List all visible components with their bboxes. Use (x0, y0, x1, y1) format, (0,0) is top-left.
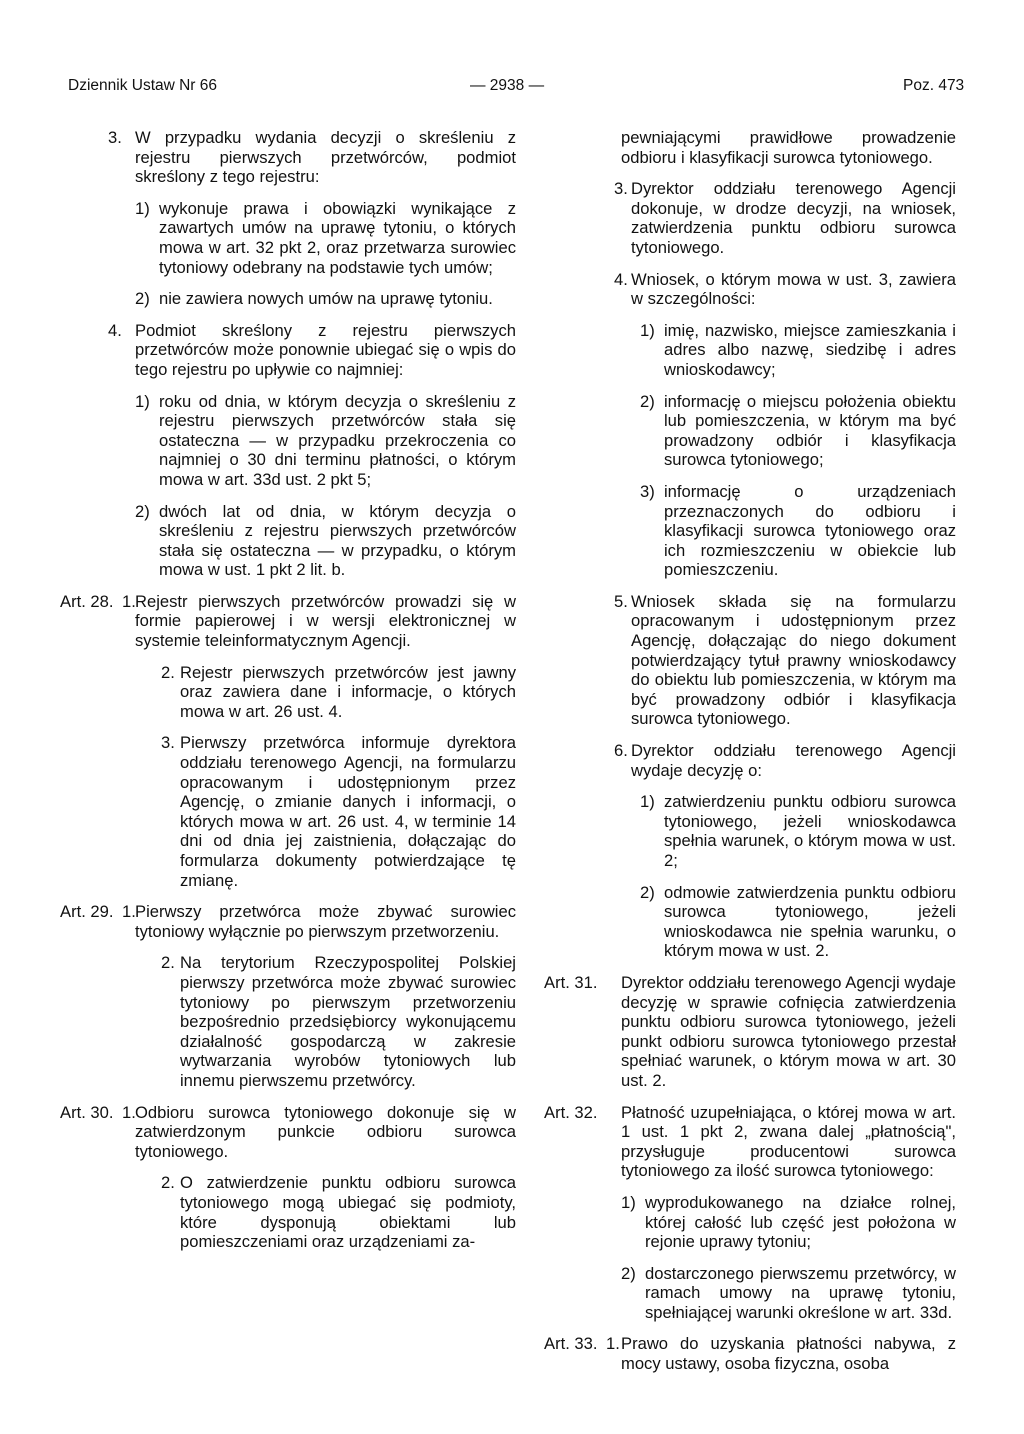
paragraph-text: Podmiot skreślony z rejestru pierwszych przetwórców może ponownie ubiegać się o wpis do tego rejestru po upływie co najmniej: (135, 320, 516, 379)
article-subnumber: 1. (122, 902, 136, 922)
list-item-number: 2) (640, 882, 655, 902)
paragraph-number: 3. (108, 128, 122, 147)
list-item-number: 1) (135, 198, 150, 218)
paragraph-number: 4. (108, 320, 122, 340)
article-text: Dyrektor oddziału terenowego Agencji wydaje decyzję w sprawie cofnięcia zatwierdzenia punktu odbioru surowca tytoniowego, jeżeli punkt odbioru surowca tytoniowego przestał spełniać warunek, o którym mowa w art. 30 ust. 2. (621, 972, 956, 1090)
article-subnumber: 2. (161, 953, 175, 973)
article-paragraph (161, 663, 516, 722)
article-text: Prawo do uzyskania płatności nabywa, z mocy ustawy, osoba fizyczna, osoba (621, 1334, 956, 1374)
list-item-text: wyprodukowanego na działce rolnej, której całość lub część jest położona w rejonie uprawy tytoniu; (645, 1192, 956, 1252)
page-header (0, 76, 1024, 96)
list-item (640, 321, 956, 380)
list-item-text: wykonuje prawa i obowiązki wynikające z zawartych umów na uprawę tytoniu, o których mowa w art. 32 pkt 2, oraz przetwarza surowiec tytoniowy odebrany na podstawie tych umów; (159, 198, 516, 277)
article-subnumber: 2. (161, 1173, 175, 1193)
article-text: Płatność uzupełniająca, o której mowa w art. 1 ust. 1 pkt 2, zwana dalej „płatnością", przysługuje producentowi surowca tytoniowego za ilość surowca tytoniowego: (621, 1102, 956, 1181)
article-text: Pierwszy przetwórca może zbywać surowiec tytoniowy wyłącznie po pierwszym przetworzeniu. (135, 902, 516, 941)
list-item (640, 792, 956, 870)
article-text: Pierwszy przetwórca informuje dyrektora oddziału terenowego Agencji, na formularzu opracowanym i udostępnionym przez Agencję, o zmianie danych i informacji, o których mowa w art. 26 ust. 4, w terminie 14 dni od dnia jej zaistnienia, dołączając do formularza dokumenty potwierdzające tę zmianę. (180, 733, 516, 890)
article-number: Art. 33. (544, 1334, 598, 1354)
article-text: Na terytorium Rzeczypospolitej Polskiej pierwszy przetwórca może zbywać surowiec tytoniowy po pierwszym przetworzeniu bezpośrednio przedsiębiorcy wykonującemu działalność gospodarczą w zakresie wytwarzania wyrobów tytoniowych lub innemu pierwszemu przetwórcy. (180, 953, 516, 1090)
article-paragraph (161, 1173, 516, 1251)
article-paragraph (161, 953, 516, 1090)
paragraph-text: Wniosek, o którym mowa w ust. 3, zawiera w szczególności: (631, 269, 956, 309)
article-text: O zatwierdzenie punktu odbioru surowca tytoniowego mogą ubiegać się podmioty, które dysponują obiektami lub pomieszczeniami oraz urządzeniami za- (180, 1173, 516, 1252)
list-item (135, 199, 516, 277)
page-number: — 2938 — (470, 77, 545, 94)
list-item (621, 1193, 956, 1252)
list-item-number: 1) (135, 391, 150, 411)
article-subnumber: 1. (122, 591, 136, 611)
list-item-number: 2) (135, 501, 150, 521)
article-subnumber: 3. (161, 733, 175, 753)
list-item (135, 392, 516, 490)
paragraph (108, 128, 516, 187)
paragraph (614, 592, 956, 729)
left-column (60, 128, 516, 1264)
list-item (640, 883, 956, 961)
list-item-number: 1) (640, 320, 655, 340)
list-item-text: roku od dnia, w którym decyzja o skreśleniu z rejestru pierwszych przetwórców stała się ostateczna — w przypadku przekroczenia co najmniej o 30 dni terminu płatności, o którym mowa w art. 33d ust. 2 pkt 5; (159, 391, 516, 489)
list-item (135, 502, 516, 580)
list-item-text: zatwierdzeniu punktu odbioru surowca tytoniowego, jeżeli wnioskodawca spełnia warunek, o którym mowa w ust. 2; (664, 792, 956, 870)
list-item-text: dostarczonego pierwszemu przetwórcy, w ramach umowy na uprawę tytoniu, spełniającej warunki określone w art. 33d. (645, 1263, 956, 1322)
article-number: Art. 30. (60, 1102, 114, 1122)
list-item-text: odmowie zatwierdzenia punktu odbioru surowca tytoniowego, jeżeli wnioskodawca nie spełnia warunku, o którym mowa w ust. 2. (664, 882, 956, 961)
paragraph-number: 5. (614, 591, 628, 611)
article (544, 1103, 956, 1181)
article-number: Art. 29. (60, 902, 114, 922)
article (544, 973, 956, 1091)
paragraph (614, 270, 956, 309)
journal-title: Dziennik Ustaw Nr 66 (68, 77, 218, 94)
list-item-text: informację o miejscu położenia obiektu lub pomieszczenia, w którym ma być prowadzony odbiór i klasyfikacja surowca tytoniowego; (664, 391, 956, 470)
article-text: Rejestr pierwszych przetwórców prowadzi się w formie papierowej i w wersji elektronicznej w systemie teleinformatycznym Agencji. (135, 591, 516, 651)
position-number: Poz. 473 (903, 77, 965, 94)
paragraph (614, 741, 956, 780)
list-item-number: 1) (621, 1192, 636, 1212)
article-subnumber: 2. (161, 662, 175, 682)
article-paragraph (161, 733, 516, 890)
article (60, 1103, 516, 1162)
paragraph-text: Dyrektor oddziału terenowego Agencji dokonuje, w drodze decyzji, na wniosek, zatwierdzenia punktu odbioru surowca tytoniowego. (631, 179, 956, 257)
list-item-text: imię, nazwisko, miejsce zamieszkania i adres albo nazwę, siedzibę i adres wnioskodawcy; (664, 320, 956, 379)
article (60, 902, 516, 941)
article-number: Art. 28. (60, 591, 114, 611)
paragraph-number: 3. (614, 179, 628, 199)
article-text: Rejestr pierwszych przetwórców jest jawny oraz zawiera dane i informacje, o których mowa w art. 26 ust. 4. (180, 662, 516, 721)
list-item (621, 1264, 956, 1323)
list-item-text: dwóch lat od dnia, w którym decyzja o skreśleniu z rejestru pierwszych przetwórców stała się ostateczna — w przypadku, o którym mowa w ust. 1 pkt 2 lit. b. (159, 501, 516, 580)
list-item (640, 482, 956, 580)
article-subnumber: 1. (606, 1334, 620, 1354)
paragraph (614, 179, 956, 257)
article-text: Odbioru surowca tytoniowego dokonuje się w zatwierdzonym punkcie odbioru surowca tytoniowego. (135, 1102, 516, 1161)
list-item-number: 2) (135, 289, 150, 309)
list-item-text: informację o urządzeniach przeznaczonych do odbioru i klasyfikacji surowca tytoniowego oraz ich rozmieszczeniu w obiekcie lub pomieszczeniu. (664, 481, 956, 580)
list-item-text: nie zawiera nowych umów na uprawę tytoniu. (159, 289, 493, 309)
article-number: Art. 31. (544, 972, 598, 992)
list-item (640, 392, 956, 470)
paragraph-text: Wniosek składa się na formularzu opracowanym i udostępnionym przez Agencję, dołączając do niego dokument potwierdzający tytuł prawny wnioskodawcy do obiektu lub pomieszczenia, w którym ma być prowadzony odbiór i klasyfikacja surowca tytoniowego. (631, 591, 956, 729)
paragraph-text: W przypadku wydania decyzji o skreśleniu z rejestru pierwszych przetwórców, podmiot skreślony z tego rejestru: (135, 128, 516, 187)
article-subnumber: 1. (122, 1102, 136, 1122)
article (544, 1334, 956, 1373)
paragraph-number: 4. (614, 269, 628, 289)
paragraph (108, 321, 516, 380)
paragraph-number: 6. (614, 741, 628, 761)
list-item-number: 3) (640, 481, 655, 501)
list-item-number: 1) (640, 792, 655, 812)
list-item-number: 2) (640, 391, 655, 411)
continued-text: pewniającymi prawidłowe prowadzenie odbioru i klasyfikacji surowca tytoniowego. (621, 128, 956, 167)
article-number: Art. 32. (544, 1102, 598, 1122)
list-item (135, 289, 516, 309)
right-column (544, 128, 956, 1386)
paragraph-text: Dyrektor oddziału terenowego Agencji wydaje decyzję o: (631, 741, 956, 780)
list-item-number: 2) (621, 1263, 636, 1283)
article (60, 592, 516, 651)
